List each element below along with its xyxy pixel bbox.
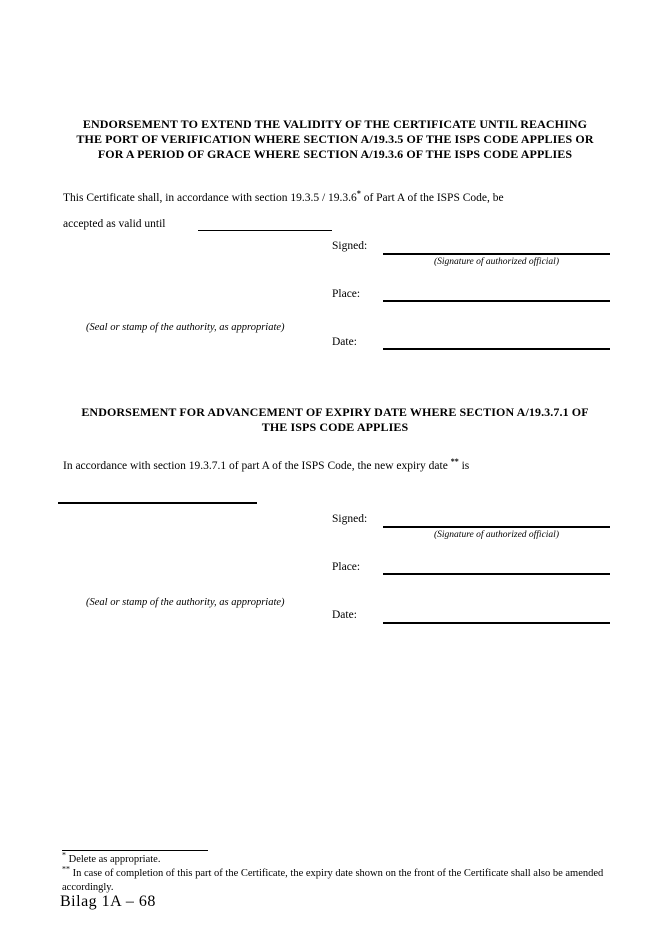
- section1-title-line1: ENDORSEMENT TO EXTEND THE VALIDITY OF THE CERTIFICATE UNTIL REACHING: [82, 117, 588, 131]
- section2-title-line2: THE ISPS CODE APPLIES: [261, 420, 409, 434]
- section1-body-post: of Part A of the ISPS Code, be: [360, 192, 504, 204]
- footnote-1: [62, 850, 161, 867]
- place-label-1: Place:: [332, 288, 361, 300]
- footnote-2: [62, 864, 610, 895]
- signature-note-2: (Signature of authorized official): [434, 530, 559, 540]
- seal-note-2: (Seal or stamp of the authority, as appropriate): [86, 597, 285, 608]
- valid-until-label: accepted as valid until: [63, 218, 166, 230]
- page-number-label: Bilag 1A – 68: [60, 893, 156, 910]
- signed-label-1: Signed:: [332, 240, 368, 252]
- signed-label-2: Signed:: [332, 513, 368, 525]
- seal-note-1: (Seal or stamp of the authority, as appropriate): [86, 322, 285, 333]
- section2-body-post: is: [461, 460, 470, 472]
- section2-title: [40, 405, 630, 435]
- signature-note-1: (Signature of authorized official): [434, 257, 559, 267]
- section2-footnote-marker: **: [450, 457, 459, 467]
- footnote-1-marker: *: [62, 850, 66, 860]
- date-blank-line-1: [383, 348, 610, 350]
- section1-body-text: [63, 191, 504, 205]
- footnote-separator: [62, 850, 208, 851]
- date-blank-line-2: [383, 622, 610, 624]
- footnote-1-text: Delete as appropriate.: [68, 854, 161, 865]
- section2-body-pre: In accordance with section 19.3.7.1 of part A of the ISPS Code, the new expiry date: [63, 460, 448, 472]
- valid-until-blank-line: [198, 230, 332, 231]
- date-label-2: Date:: [332, 609, 357, 621]
- section1-title-line3: FOR A PERIOD OF GRACE WHERE SECTION A/19.3.6 OF THE ISPS CODE APPLIES: [97, 147, 573, 161]
- section1-title: [40, 117, 630, 162]
- section1-body-pre: This Certificate shall, in accordance with section 19.3.5 / 19.3.6: [63, 192, 357, 204]
- date-label-1: Date:: [332, 336, 357, 348]
- place-label-2: Place:: [332, 561, 361, 573]
- footnote-2-text: In case of completion of this part of the Certificate, the expiry date shown on the front of the Certificate shall also be amended accordingly.: [62, 868, 604, 893]
- new-expiry-date-blank-line: [58, 502, 257, 504]
- signed-blank-line-2: [383, 526, 610, 528]
- footnote-2-marker: **: [62, 864, 70, 874]
- place-blank-line-2: [383, 573, 610, 575]
- signed-blank-line-1: [383, 253, 610, 255]
- section2-body-text: [63, 459, 469, 473]
- section1-title-line2: THE PORT OF VERIFICATION WHERE SECTION A/19.3.5 OF THE ISPS CODE APPLIES OR: [76, 132, 594, 146]
- place-blank-line-1: [383, 300, 610, 302]
- section2-title-line1: ENDORSEMENT FOR ADVANCEMENT OF EXPIRY DATE WHERE SECTION A/19.3.7.1 OF: [81, 405, 589, 419]
- section1-footnote-marker: *: [356, 189, 361, 199]
